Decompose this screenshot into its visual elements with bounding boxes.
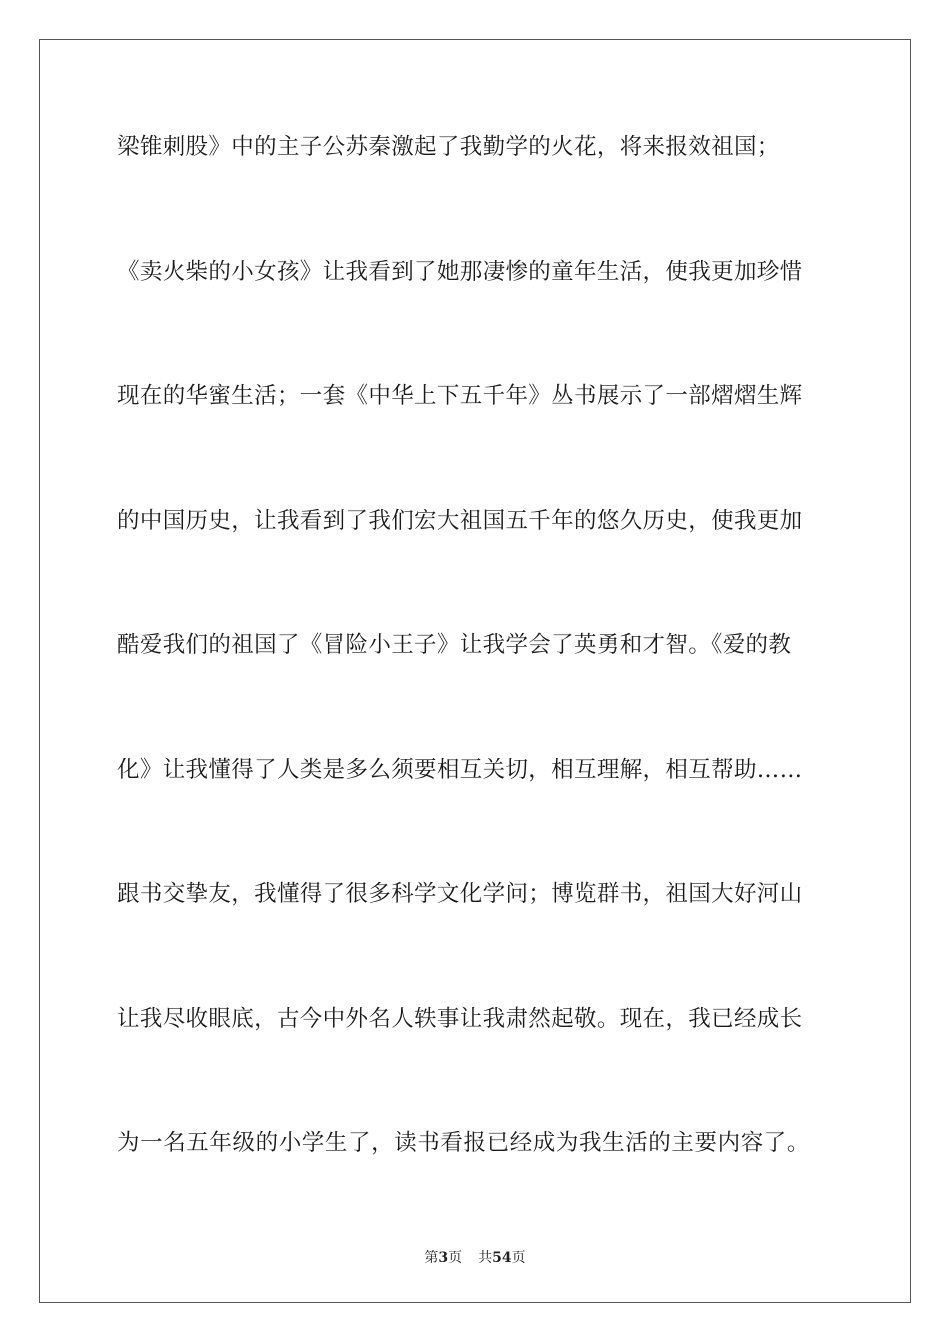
- text-line-4: 的中国历史，让我看到了我们宏大祖国五千年的悠久历史，使我更加: [117, 507, 803, 534]
- page-number: 3: [438, 1250, 449, 1266]
- page-footer: [0, 1247, 950, 1267]
- total-suffix: 页: [511, 1250, 526, 1266]
- page-prefix: 第: [424, 1250, 439, 1266]
- text-line-7: 跟书交挚友，我懂得了很多科学文化学问；博览群书，祖国大好河山: [117, 881, 803, 907]
- total-prefix: 共: [478, 1250, 493, 1266]
- text-line-9: 为一名五年级的小学生了，读书看报已经成为我生活的主要内容了。: [117, 1130, 811, 1156]
- text-line-1: 梁锥刺股》中的主子公苏秦激起了我勤学的火花，将来报效祖国；: [117, 134, 780, 160]
- text-line-5: 酷爱我们的祖国了《冒险小王子》让我学会了英勇和才智。《爱的教: [117, 632, 792, 658]
- page-suffix: 页: [448, 1250, 463, 1266]
- text-line-2: 《卖火柴的小女孩》让我看到了她那凄惨的童年生活，使我更加珍惜: [117, 258, 803, 285]
- text-line-8: 让我尽收眼底，古今中外名人轶事让我肃然起敬。现在，我已经成长: [117, 1005, 803, 1032]
- document-body: [117, 120, 833, 1241]
- total-pages: 54: [492, 1250, 512, 1266]
- text-line-3: 现在的华蜜生活；一套《中华上下五千年》丛书展示了一部熠熠生辉: [117, 383, 803, 409]
- text-line-6: 化》让我懂得了人类是多么须要相互关切，相互理解，相互帮助……: [117, 756, 803, 783]
